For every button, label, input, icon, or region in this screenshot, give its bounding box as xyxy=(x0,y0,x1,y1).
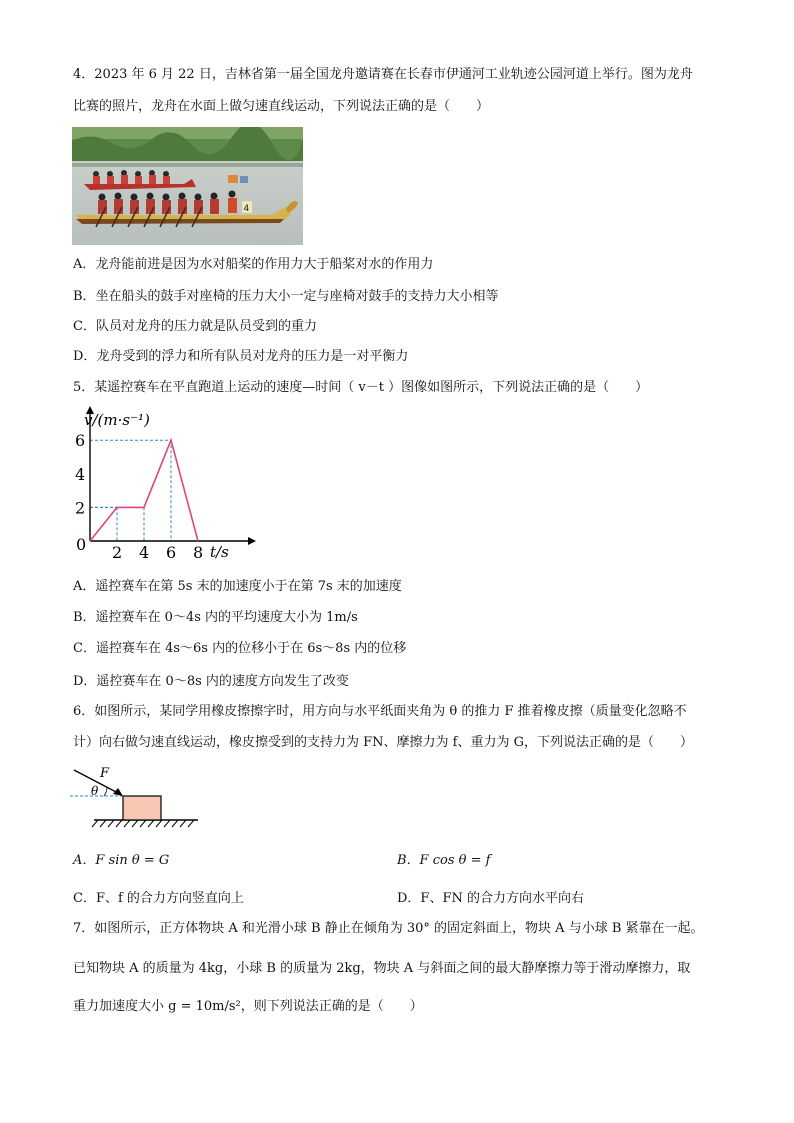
q7-stem-line2: 已知物块 A 的质量为 4kg，小球 B 的质量为 2kg，物块 A 与斜面之间的最大静摩擦力等于滑动摩擦力，取 xyxy=(73,961,691,976)
velocity-curve xyxy=(90,440,198,541)
x-axis-arrow xyxy=(248,537,256,545)
force-label: F xyxy=(100,766,110,781)
q4-stem-line1: 4．2023 年 6 月 22 日，吉林省第一届全国龙舟邀请赛在长春市伊通河工业轨迹公园河道上举行。图为龙舟 xyxy=(73,67,693,82)
dragon-boat-photo xyxy=(72,127,303,245)
boat-number: 4 xyxy=(243,204,250,214)
q6-option-a: A．F sin θ = G xyxy=(73,853,170,868)
y-axis-label: v/(m·s⁻¹) xyxy=(84,411,150,429)
angle-arc xyxy=(104,788,107,796)
x-tick-label: 8 xyxy=(193,543,204,562)
q5-option-d: D．遥控赛车在 0～8s 内的速度方向发生了改变 xyxy=(73,674,349,689)
angle-label: θ xyxy=(91,784,99,798)
y-tick-label: 2 xyxy=(75,498,86,518)
q6-option-c: C．F、f 的合力方向竖直向上 xyxy=(73,891,244,906)
q6-stem-line1: 6．如图所示，某同学用橡皮擦擦字时，用方向与水平纸面夹角为 θ 的推力 F 推着橡皮擦（质量变化忽略不 xyxy=(73,704,687,719)
q5-option-b: B．遥控赛车在 0～4s 内的平均速度大小为 1m/s xyxy=(73,610,358,625)
q6-stem-line2: 计）向右做匀速直线运动，橡皮擦受到的支持力为 FN、摩擦力为 f、重力为 G，下列说法正确的是（ ） xyxy=(73,735,693,750)
q4-option-c: C．队员对龙舟的压力就是队员受到的重力 xyxy=(73,319,317,334)
q5-stem: 5．某遥控赛车在平直跑道上运动的速度—时间（ v－t ）图像如图所示，下列说法正确的是（ ） xyxy=(73,380,649,395)
q4-option-b: B．坐在船头的鼓手对座椅的压力大小一定与座椅对鼓手的支持力大小相等 xyxy=(73,289,499,304)
velocity-time-graph xyxy=(70,402,260,564)
q7-stem-line3: 重力加速度大小 g = 10m/s²，则下列说法正确的是（ ） xyxy=(73,999,423,1014)
q4-option-d: D．龙舟受到的浮力和所有队员对龙舟的压力是一对平衡力 xyxy=(73,349,409,364)
q5-option-c: C．遥控赛车在 4s～6s 内的位移小于在 6s～8s 内的位移 xyxy=(73,641,407,656)
force-arrow-head xyxy=(113,788,123,796)
q6-option-b: B．F cos θ = f xyxy=(397,853,491,868)
x-axis-label: t/s xyxy=(210,543,229,561)
y-tick-label: 6 xyxy=(75,431,86,451)
eraser-force-diagram xyxy=(66,762,206,830)
x-tick-label: 4 xyxy=(139,543,150,562)
eraser-block xyxy=(123,796,161,820)
q7-stem-line1: 7．如图所示，正方体物块 A 和光滑小球 B 静止在倾角为 30° 的固定斜面上，物块 A 与小球 B 紧靠在一起。 xyxy=(73,921,704,936)
y-tick-label: 4 xyxy=(75,464,86,484)
surface-hatching xyxy=(92,820,194,827)
x-tick-label: 6 xyxy=(166,543,177,562)
q4-option-a: A．龙舟能前进是因为水对船桨的作用力大于船桨对水的作用力 xyxy=(73,257,434,272)
x-tick-label: 2 xyxy=(112,543,123,562)
q6-option-d: D．F、FN 的合力方向水平向右 xyxy=(397,891,584,906)
origin-label: 0 xyxy=(76,535,87,554)
q5-option-a: A．遥控赛车在第 5s 末的加速度小于在第 7s 末的加速度 xyxy=(73,579,402,594)
q4-stem-line2: 比赛的照片，龙舟在水面上做匀速直线运动，下列说法正确的是（ ） xyxy=(73,99,490,114)
